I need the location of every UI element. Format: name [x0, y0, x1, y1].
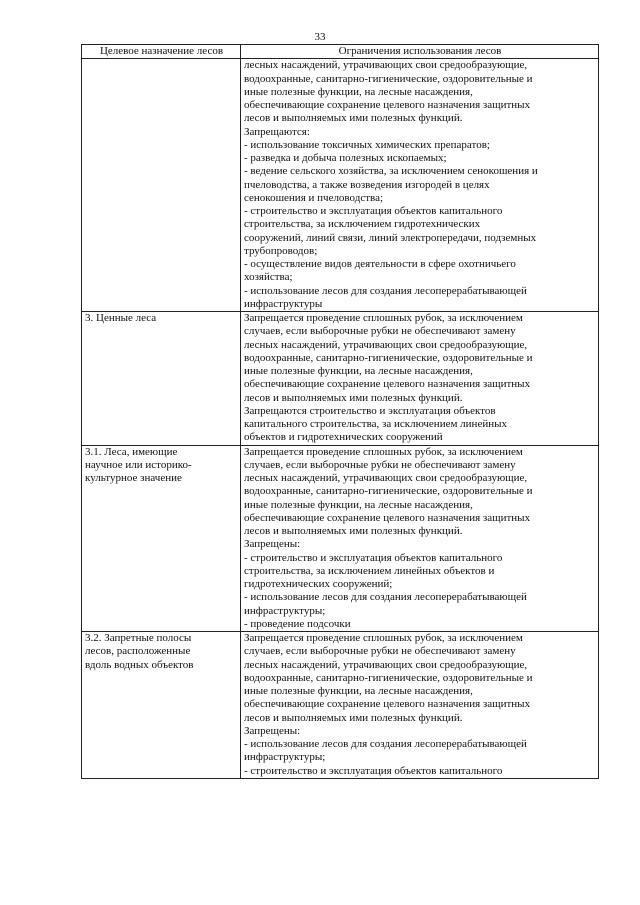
- row-valuable-forests: [82, 312, 599, 446]
- restriction-line: строительства, за исключением линейных объектов и: [244, 564, 495, 577]
- purpose-line: лесов, расположенные: [85, 645, 191, 658]
- purpose-line: научное или историко-: [85, 458, 192, 471]
- restriction-line: инфраструктуры;: [244, 604, 326, 617]
- restriction-line: Запрещаются строительство и эксплуатация объектов: [244, 404, 496, 417]
- restriction-line: инфраструктуры;: [244, 751, 326, 764]
- restriction-line: лесных насаждений, утрачивающих свои средообразующие,: [244, 658, 528, 671]
- restriction-line: объектов и гидротехнических сооружений: [244, 431, 443, 444]
- purpose-line: 3.1. Леса, имеющие: [85, 445, 178, 458]
- restriction-line: иные полезные функции, на лесные насаждения,: [244, 365, 473, 377]
- restriction-line: случаев, если выборочные рубки не обеспечивают замену: [244, 458, 516, 471]
- restriction-line: - использование лесов для создания лесоперерабатывающей: [244, 284, 527, 297]
- restriction-line: лесных насаждений, утрачивающих свои средообразующие,: [244, 472, 528, 484]
- restriction-line: лесов и выполняемых ими полезных функций.: [244, 112, 463, 125]
- restrictions-table: [81, 44, 599, 779]
- page-number: 33: [314, 31, 326, 43]
- row-prohibited-strips: [82, 632, 599, 779]
- restriction-line: - проведение подсочки: [244, 617, 351, 630]
- restriction-line: трубопроводов;: [244, 244, 318, 257]
- restrictions-cell: [241, 312, 599, 446]
- restriction-line: - строительство и эксплуатация объектов капитального: [244, 551, 503, 564]
- restriction-line: - использование лесов для создания лесоперерабатывающей: [244, 738, 527, 750]
- restriction-line: - строительство и эксплуатация объектов капитального: [244, 764, 503, 777]
- restriction-line: водоохранные, санитарно-гигиенические, оздоровительные и: [244, 485, 533, 498]
- restriction-line: - использование лесов для создания лесоперерабатывающей: [244, 591, 527, 604]
- restriction-line: Запрещены:: [244, 538, 301, 551]
- row-continued: [82, 59, 599, 312]
- restrictions-cell: [241, 632, 599, 779]
- restriction-line: лесов и выполняемых ими полезных функций.: [244, 525, 463, 537]
- restriction-line: иные полезные функции, на лесные насаждения,: [244, 85, 473, 98]
- restriction-line: обеспечивающие сохранение целевого назначения защитных: [244, 378, 531, 391]
- restriction-line: водоохранные, санитарно-гигиенические, оздоровительные и: [244, 72, 533, 85]
- restriction-line: обеспечивающие сохранение целевого назначения защитных: [244, 511, 531, 524]
- purpose-line: культурное значение: [85, 472, 182, 484]
- restrictions-cell: [241, 445, 599, 632]
- restriction-line: лесных насаждений, утрачивающих свои средообразующие,: [244, 338, 528, 351]
- restriction-line: Запрещается проведение сплошных рубок, за исключением: [244, 312, 523, 324]
- restrictions-cell: [241, 59, 599, 312]
- row-scientific-forests: [82, 445, 599, 632]
- restriction-line: хозяйства;: [244, 271, 293, 284]
- restriction-line: Запрещаются:: [244, 125, 310, 138]
- restriction-line: иные полезные функции, на лесные насаждения,: [244, 498, 473, 511]
- table-header-row: [82, 45, 599, 59]
- restriction-line: инфраструктуры: [244, 297, 323, 310]
- restriction-line: обеспечивающие сохранение целевого назначения защитных: [244, 99, 531, 111]
- restriction-line: случаев, если выборочные рубки не обеспечивают замену: [244, 645, 516, 658]
- restriction-line: гидротехнических сооружений;: [244, 578, 393, 590]
- restriction-line: лесов и выполняемых ими полезных функций.: [244, 711, 463, 724]
- restriction-line: строительства, за исключением гидротехнических: [244, 218, 481, 231]
- restriction-line: лесных насаждений, утрачивающих свои средообразующие,: [244, 59, 528, 72]
- restriction-line: сенокошения и пчеловодства;: [244, 191, 384, 204]
- header-purpose: Целевое назначение лесов: [82, 45, 241, 59]
- header-restrictions: Ограничения использования лесов: [241, 45, 599, 59]
- restriction-line: водоохранные, санитарно-гигиенические, оздоровительные и: [244, 351, 533, 364]
- restriction-line: - осуществление видов деятельности в сфере охотничьего: [244, 258, 516, 270]
- restriction-line: Запрещается проведение сплошных рубок, за исключением: [244, 632, 523, 644]
- restriction-line: обеспечивающие сохранение целевого назначения защитных: [244, 698, 531, 711]
- purpose-cell: [82, 59, 241, 312]
- restriction-line: Запрещается проведение сплошных рубок, за исключением: [244, 445, 523, 458]
- restriction-line: капитального строительства, за исключением линейных: [244, 418, 507, 430]
- purpose-cell: [82, 445, 241, 632]
- restriction-line: - разведка и добыча полезных ископаемых;: [244, 152, 447, 164]
- restriction-line: иные полезные функции, на лесные насаждения,: [244, 685, 473, 697]
- restriction-line: водоохранные, санитарно-гигиенические, оздоровительные и: [244, 671, 533, 684]
- restriction-line: Запрещены:: [244, 724, 301, 737]
- purpose-cell: [82, 312, 241, 446]
- restriction-line: - строительство и эксплуатация объектов капитального: [244, 205, 503, 217]
- restriction-line: пчеловодства, а также возведения изгородей в целях: [244, 178, 490, 191]
- purpose-line: 3.2. Запретные полосы: [85, 632, 192, 644]
- restriction-line: - ведение сельского хозяйства, за исключением сенокошения и: [244, 165, 538, 178]
- restriction-line: лесов и выполняемых ими полезных функций.: [244, 391, 463, 404]
- restriction-line: случаев, если выборочные рубки не обеспечивают замену: [244, 325, 516, 338]
- purpose-cell: [82, 632, 241, 779]
- restriction-line: сооружений, линий связи, линий электропередачи, подземных: [244, 231, 537, 244]
- purpose-line: вдоль водных объектов: [85, 658, 194, 671]
- purpose-line: 3. Ценные леса: [85, 312, 157, 324]
- restriction-line: - использование токсичных химических препаратов;: [244, 138, 490, 151]
